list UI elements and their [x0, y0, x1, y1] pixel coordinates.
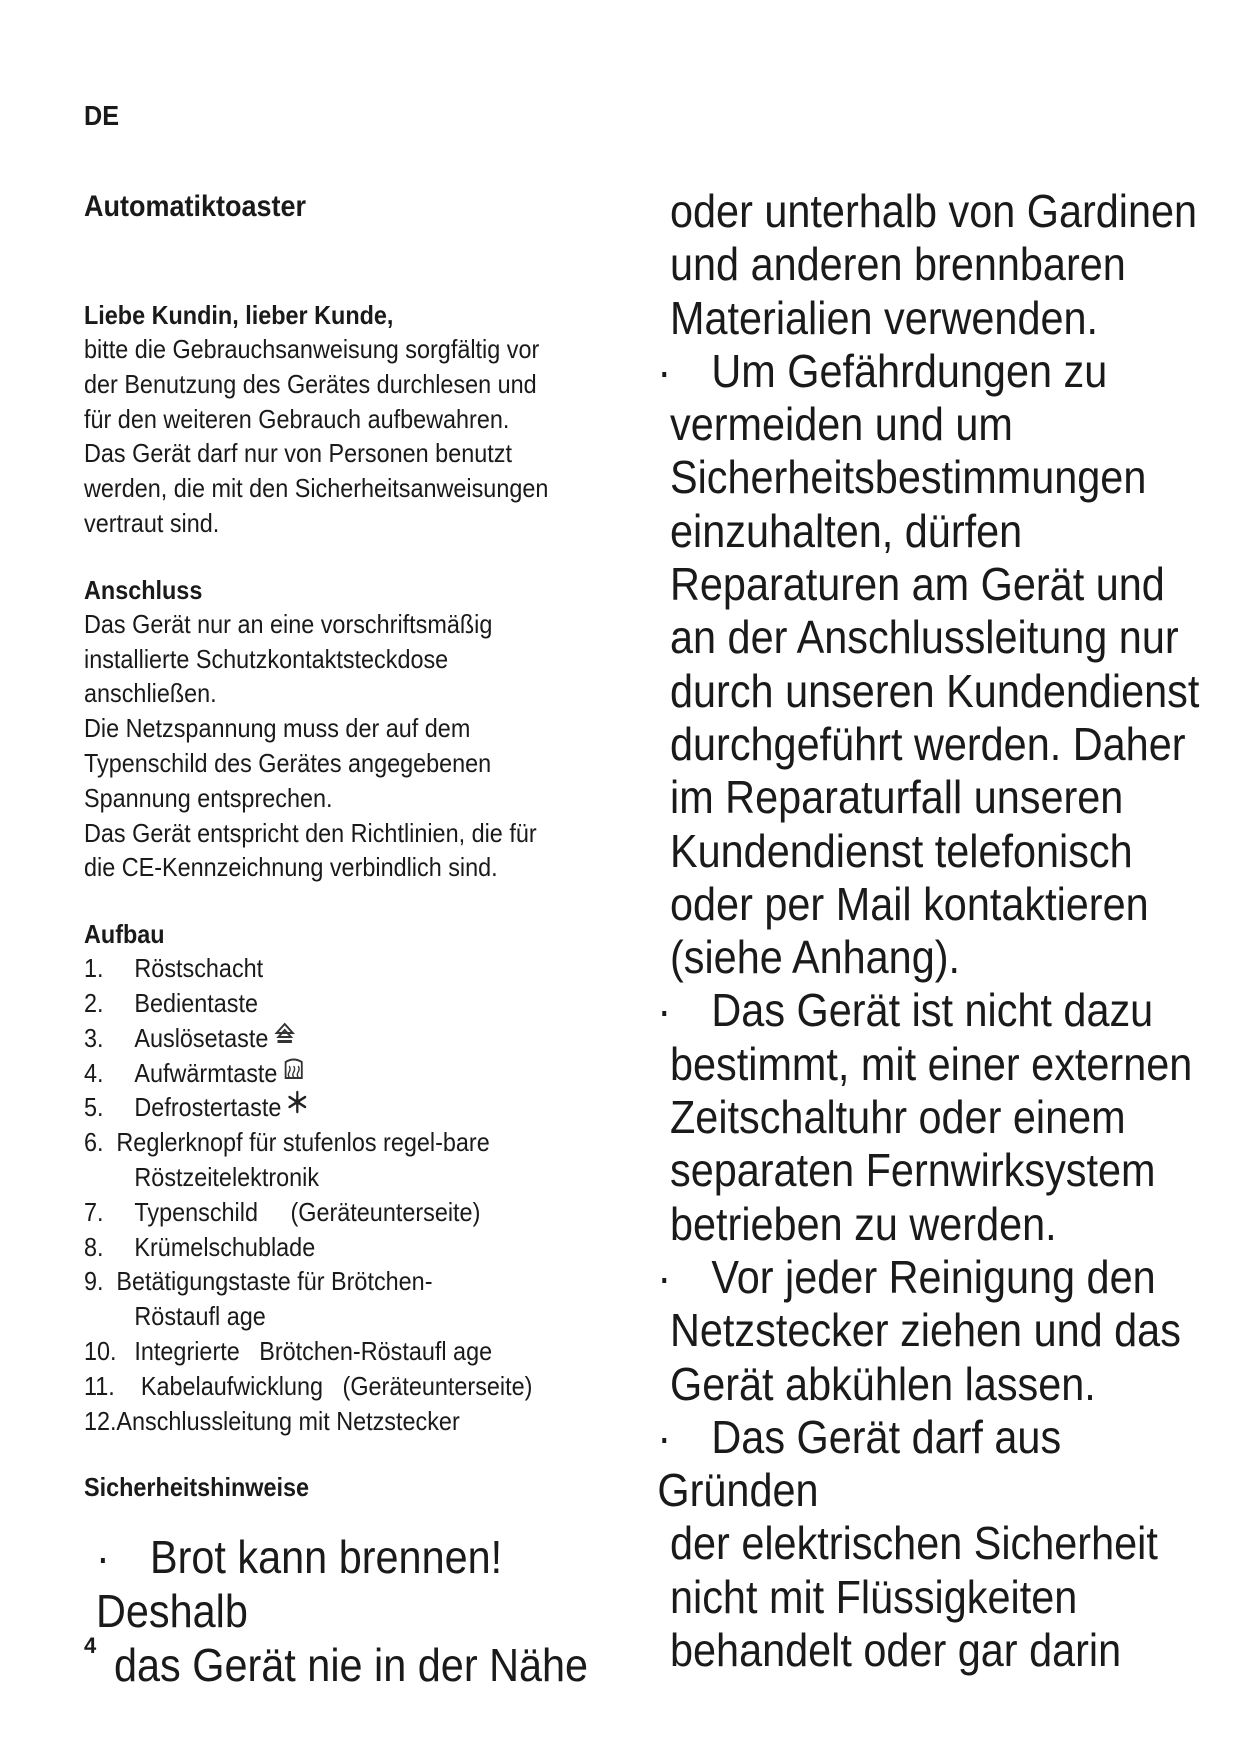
text-line: und anderen brennbaren	[670, 238, 1126, 291]
page-number: 4	[84, 1633, 97, 1658]
eject-icon	[274, 1021, 296, 1045]
list-item-text: Anschlussleitung mit Netzstecker	[116, 1405, 460, 1436]
list-item-continuation: Röstzeitelektronik	[134, 1161, 320, 1192]
text-line: Das Gerät ist nicht dazu	[711, 984, 1154, 1037]
greeting: Liebe Kundin, lieber Kunde,	[84, 300, 394, 330]
text-line: behandelt oder gar darin	[670, 1624, 1122, 1677]
language-code: DE	[84, 100, 120, 131]
text-line: Um Gefährdungen zu	[711, 344, 1108, 397]
list-item-number: 8.	[84, 1231, 104, 1262]
sicherheit-heading: Sicherheitshinweise	[84, 1472, 309, 1503]
document-title: Automatiktoaster	[84, 190, 307, 223]
text-line: Netzstecker ziehen und das	[670, 1304, 1181, 1357]
text-line: Kundendienst telefonisch	[670, 824, 1133, 877]
text-line: Sicherheitsbestimmungen	[670, 451, 1147, 504]
list-item-text: Betätigungstaste für Brötchen-	[116, 1266, 433, 1297]
text-line: bestimmt, mit einer externen	[670, 1037, 1193, 1090]
text-line: im Reparaturfall unseren	[670, 771, 1124, 824]
list-item-text: Bedientaste	[134, 987, 258, 1018]
list-item-number: 9.	[84, 1266, 104, 1297]
list-item-number: 10.	[84, 1335, 117, 1366]
text-line: (siehe Anhang).	[670, 931, 961, 984]
list-item	[84, 1125, 588, 1160]
text-line: betrieben zu werden.	[670, 1197, 1057, 1250]
list-item-number: 6.	[84, 1127, 104, 1158]
heat-icon	[283, 1056, 305, 1080]
safety-item-line	[657, 1251, 1210, 1304]
list-item-number: 7.	[84, 1196, 104, 1227]
list-item-text: Auslösetaste	[134, 1022, 269, 1053]
list-item-number: 1.	[84, 953, 104, 984]
anschluss-paragraph: Das Gerät nur an eine vorschriftsmäßig installierte Schutzkontaktsteckdose anschließen. Die Netzspannung muss der auf dem Typenschild des Gerätes angegebenen Spannung entsprechen. Das Gerät entspricht den Richtlinien, die für die CE-Kennzeichnung verbindlich sind.	[84, 608, 537, 883]
list-item	[84, 1195, 588, 1230]
list-item-number: 2.	[84, 987, 104, 1018]
text-line: durchgeführt werden. Daher	[670, 717, 1186, 770]
text-line: separaten Fernwirksystem	[670, 1144, 1156, 1197]
list-item	[84, 1369, 588, 1404]
text-line: oder unterhalb von Gardinen	[670, 185, 1198, 237]
list-item-text: Kabelaufwicklung (Geräteunterseite)	[134, 1370, 533, 1401]
bullet-icon: ·	[657, 344, 672, 397]
list-item	[84, 1264, 588, 1299]
text-line: einzuhalten, dürfen	[670, 504, 1023, 557]
list-item-text: Reglerknopf für stufenlos regel-bare	[116, 1127, 490, 1158]
text-line: Vor jeder Reinigung den	[711, 1250, 1156, 1303]
list-item-text: Integrierte Brötchen-Röstaufl age	[134, 1335, 493, 1366]
list-item	[84, 1021, 588, 1056]
text-line: Das Gerät darf aus Gründen	[657, 1410, 1062, 1517]
list-item-continuation: Röstaufl age	[134, 1301, 266, 1332]
aufbau-list	[84, 951, 588, 1438]
text-line: vermeiden und um	[670, 398, 1013, 451]
list-item-text: Typenschild (Geräteunterseite)	[134, 1196, 481, 1227]
list-item-text: Defrostertaste	[134, 1092, 282, 1123]
text-line: Zeitschaltuhr oder einem	[670, 1091, 1126, 1144]
bullet-icon: ·	[657, 1250, 672, 1303]
text-line: an der Anschlussleitung nur	[670, 611, 1179, 664]
safety-item-bread	[96, 1530, 618, 1692]
bullet-icon: ·	[657, 984, 672, 1037]
list-item-number: 5.	[84, 1092, 104, 1123]
text-line: oder per Mail kontaktieren	[670, 877, 1149, 930]
list-item-number: 4.	[84, 1057, 104, 1088]
text-line: nicht mit Flüssigkeiten	[670, 1570, 1078, 1623]
safety-item-line	[657, 345, 1210, 398]
list-item	[84, 1230, 588, 1265]
list-item-number: 3.	[84, 1022, 104, 1053]
list-item	[84, 1334, 588, 1369]
list-item-number: 11.	[84, 1370, 115, 1401]
safety-item-line	[96, 1530, 618, 1638]
right-column	[657, 185, 1210, 1677]
list-item-text: Aufwärmtaste	[134, 1057, 278, 1088]
list-item	[84, 1090, 588, 1125]
intro-paragraph: bitte die Gebrauchsanweisung sorgfältig vor der Benutzung des Gerätes durchlesen und für den weiteren Gebrauch aufbewahren. Das Gerät darf nur von Personen benutzt werden, die mit den Sicherheitsanweisungen vertraut sind.	[84, 334, 549, 538]
text-line: Reparaturen am Gerät und	[670, 558, 1165, 611]
text-line: durch unseren Kundendienst	[670, 664, 1200, 717]
safety-item-text: Brot kann brennen! Deshalb	[96, 1531, 503, 1637]
safety-item-line	[657, 1411, 1210, 1518]
snowflake-icon	[287, 1090, 309, 1114]
list-item	[84, 1404, 588, 1439]
safety-item-line: das Gerät nie in der Nähe	[114, 1639, 589, 1691]
list-item-number: 12.	[84, 1405, 117, 1436]
list-item-text: Krümelschublade	[134, 1231, 316, 1262]
safety-item-line	[657, 984, 1210, 1037]
list-item-text: Röstschacht	[134, 953, 264, 984]
anschluss-heading: Anschluss	[84, 574, 203, 605]
text-line: Gerät abkühlen lassen.	[670, 1357, 1096, 1410]
list-item	[84, 1056, 588, 1091]
left-column	[84, 190, 588, 1504]
bullet-icon: ·	[657, 1410, 672, 1463]
aufbau-heading: Aufbau	[84, 919, 165, 950]
text-line: Materialien verwenden.	[670, 291, 1099, 344]
bullet-icon: ·	[96, 1531, 110, 1583]
list-item	[84, 951, 588, 986]
text-line: der elektrischen Sicherheit	[670, 1517, 1158, 1570]
list-item	[84, 986, 588, 1021]
